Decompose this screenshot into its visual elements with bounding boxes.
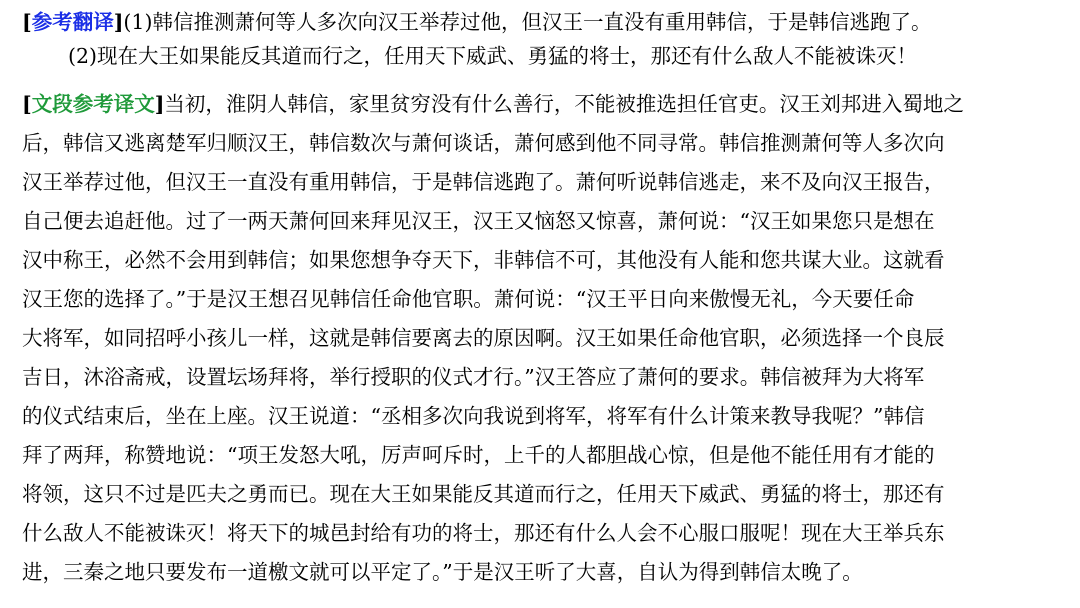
translation-sentence-2: (2)现在大王如果能反其道而行之，任用天下威武、勇猛的将士，那还有什么敌人不能被诛灭！ [68,44,918,68]
passage-text: 大将军，如同招呼小孩儿一样，这就是韩信要离去的原因啊。汉王如果任命他官职，必须选择一个良辰 [22,326,945,350]
translation-line-1 [22,8,931,36]
passage-text: 吉日，沐浴斋戒，设置坛场拜将，举行授职的仪式才行。”汉王答应了萧何的要求。韩信被拜为大将军 [22,365,925,389]
passage-line-1 [22,90,964,118]
translation-sentence-1: (1)韩信推测萧何等人多次向汉王举荐过他，但汉王一直没有重用韩信，于是韩信逃跑了。 [123,10,932,34]
passage-text: 自己便去追赶他。过了一两天萧何回来拜见汉王，汉王又恼怒又惊喜，萧何说：“汉王如果您只是想在 [22,209,935,233]
tag-bracket-open: [ [22,92,32,116]
passage-line [22,441,934,469]
passage-line [22,246,945,274]
passage-text: 什么敌人不能被诛灭！将天下的城邑封给有功的将士，那还有什么人会不心服口服呢！现在大王举兵东 [22,521,945,545]
passage-text: 汉王您的选择了。”于是汉王想召见韩信任命他官职。萧何说：“汉王平日向来傲慢无礼，今天要任命 [22,287,915,311]
passage-line [22,519,945,547]
passage-line [22,558,863,586]
passage-text: 拜了两拜，称赞地说：“项王发怒大吼，厉声呵斥时，上千的人都胆战心惊，但是他不能任用有才能的 [22,443,935,467]
passage-text: 进，三秦之地只要发布一道檄文就可以平定了。”于是汉王听了大喜，自认为得到韩信太晚了。 [22,560,863,584]
passage-text: 后，韩信又逃离楚军归顺汉王，韩信数次与萧何谈话，萧何感到他不同寻常。韩信推测萧何等人多次向 [22,131,945,155]
passage-line [22,168,945,196]
passage-text: 汉中称王，必然不会用到韩信；如果您想争夺天下，非韩信不可，其他没有人能和您共谋大业。这就看 [22,248,945,272]
passage-line [22,363,924,391]
passage-tag: 文段参考译文 [31,92,155,116]
passage-text: 将领，这只不过是匹夫之勇而已。现在大王如果能反其道而行之，任用天下威武、勇猛的将士，那还有 [22,482,945,506]
passage-text: 汉王举荐过他，但汉王一直没有重用韩信，于是韩信逃跑了。萧何听说韩信逃走，来不及向汉王报告， [22,170,945,194]
tag-bracket-open: [ [22,10,32,34]
passage-line [22,402,924,430]
passage-text: 的仪式结束后，坐在上座。汉王说道：“丞相多次向我说到将军，将军有什么计策来教导我呢？”韩信 [22,404,925,428]
tag-bracket-close: ] [113,10,124,34]
passage-line [22,285,914,313]
passage-line [22,207,934,235]
passage-line [22,480,945,508]
passage-line [22,324,945,352]
translation-tag: 参考翻译 [31,10,114,34]
passage-text: 当初，淮阴人韩信，家里贫穷没有什么善行，不能被推选担任官吏。汉王刘邦进入蜀地之 [164,92,964,116]
passage-line [22,129,945,157]
translation-line-2 [68,42,917,70]
tag-bracket-close: ] [154,92,165,116]
